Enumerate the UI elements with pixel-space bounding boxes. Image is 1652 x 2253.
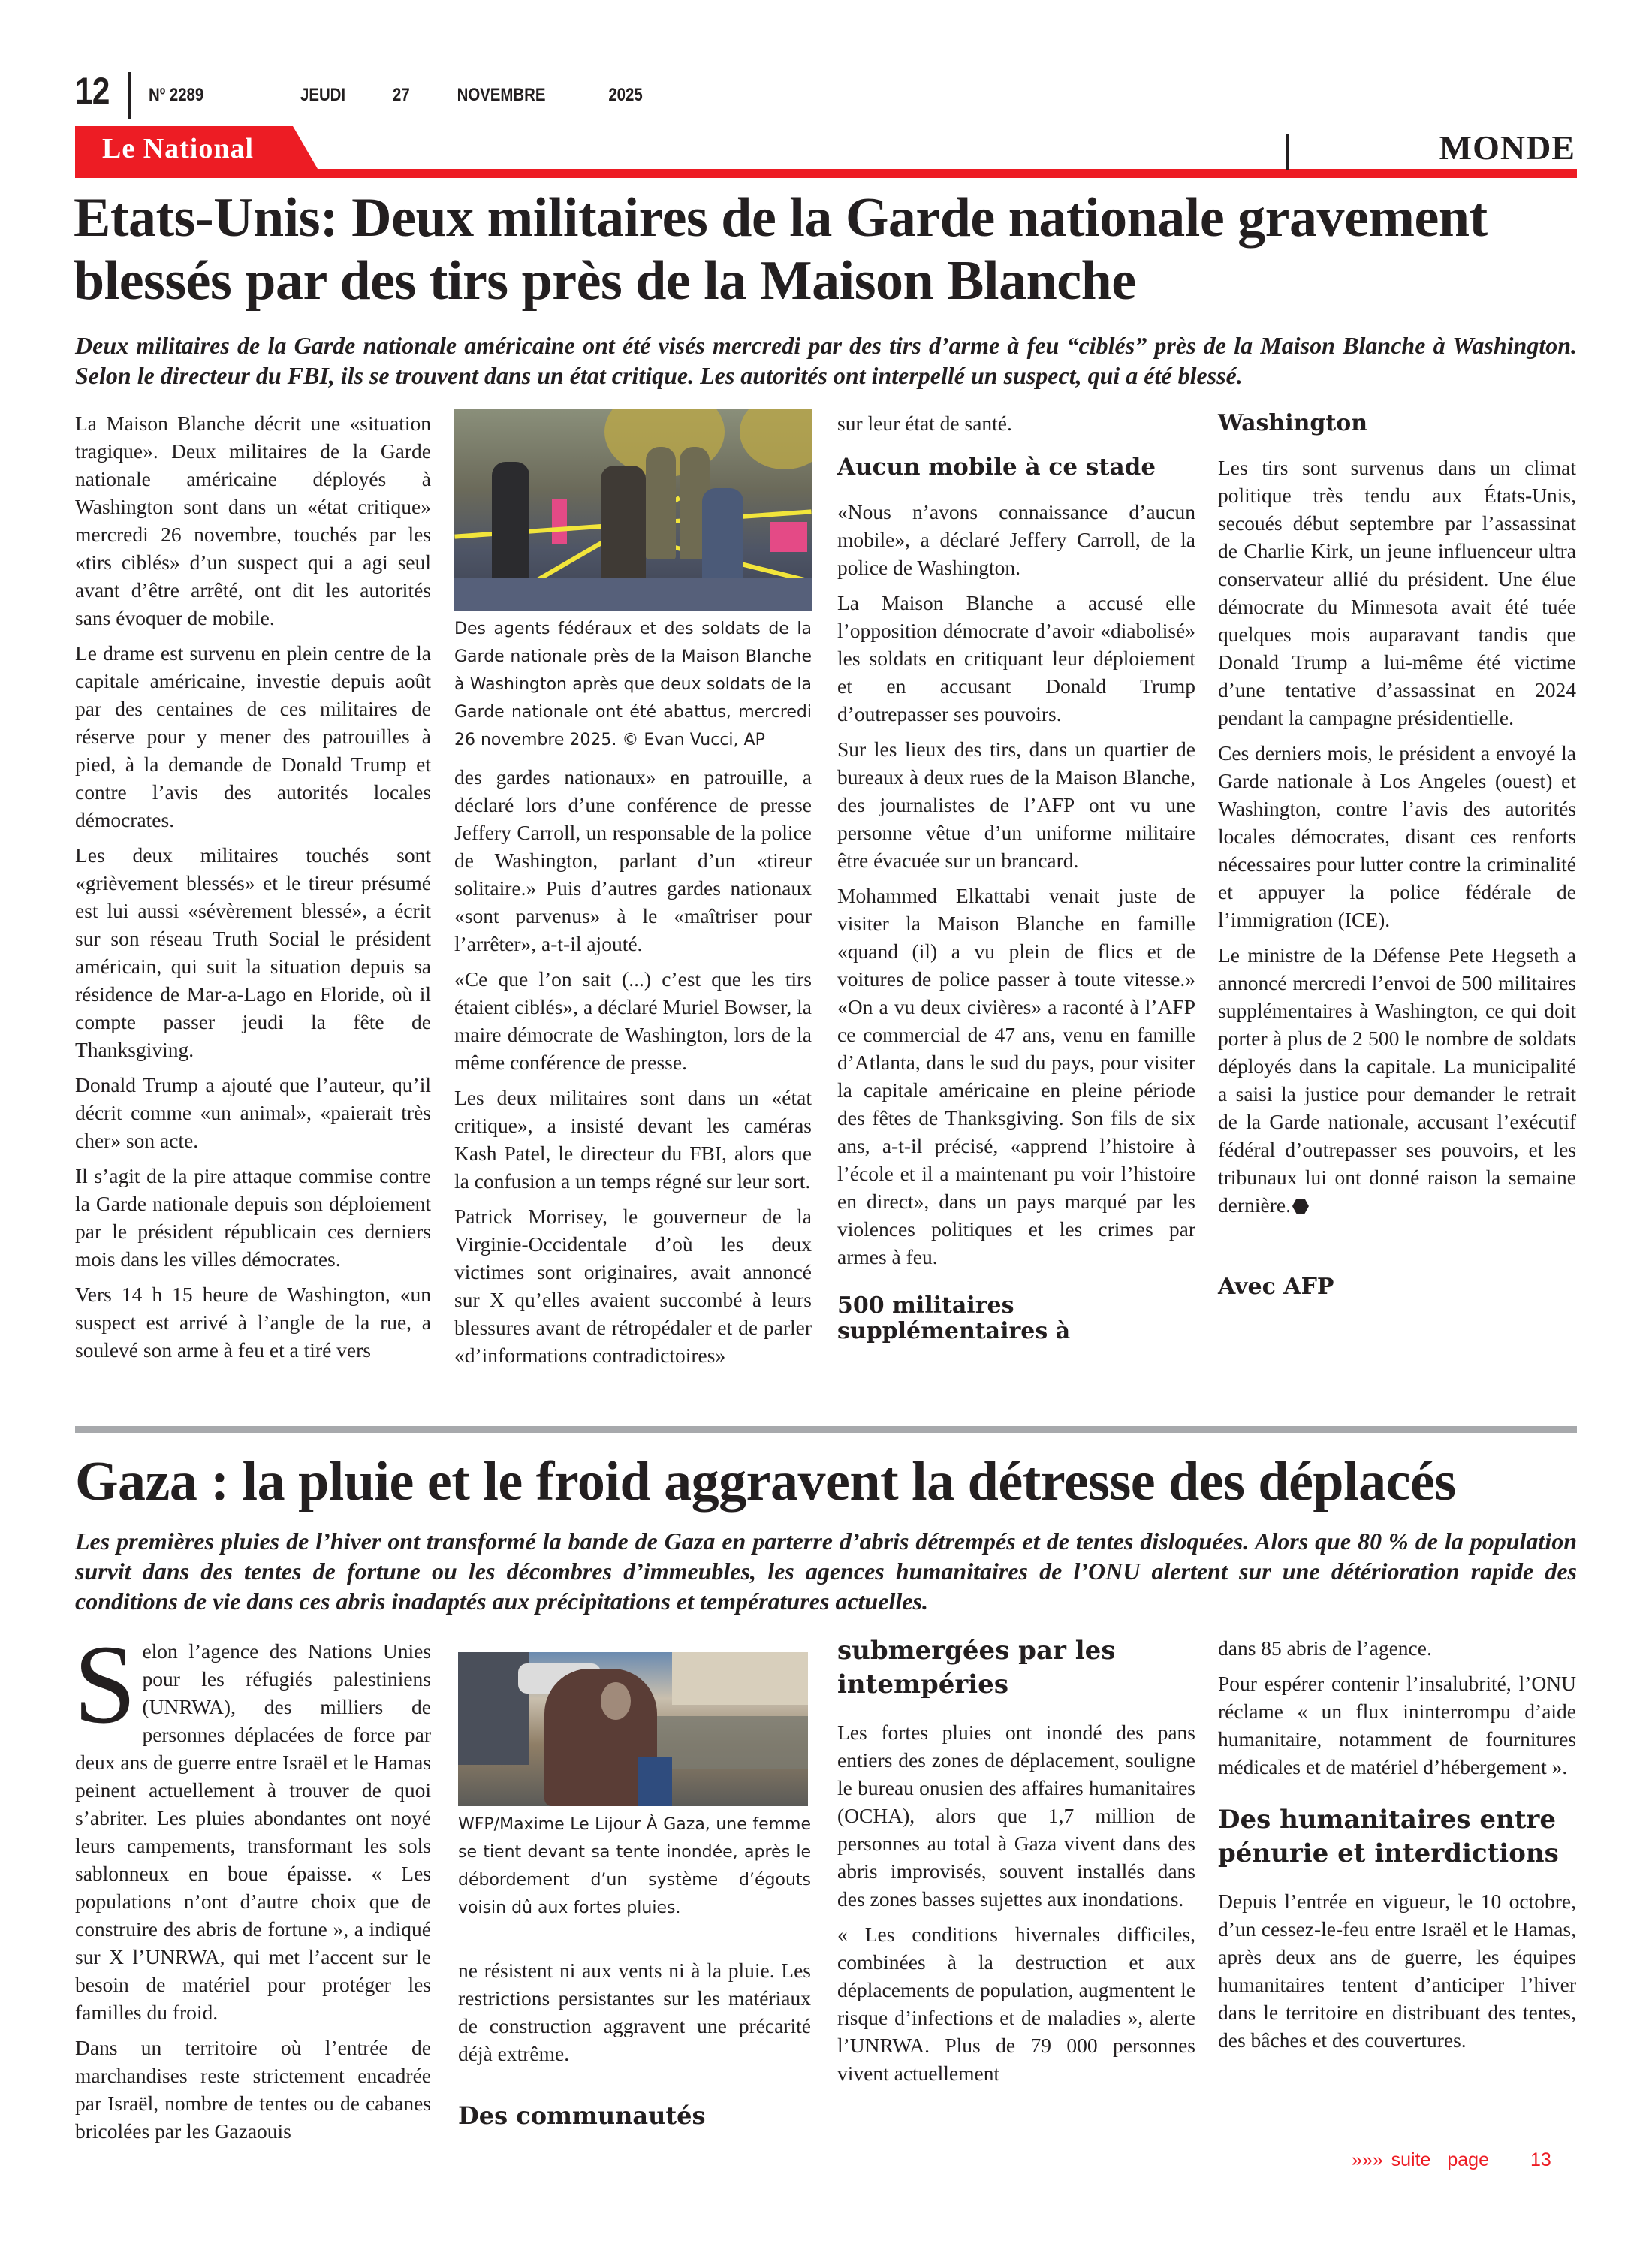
article2-column-2 (458, 1652, 811, 2146)
paragraph: dans 85 abris de l’agence. (1218, 1636, 1432, 1660)
article2-photo-caption: WFP/Maxime Le Lijour À Gaza, une femme se tient devant sa tente inondée, après le débordement d’un système d’égouts voisin dû aux fortes pluies. (458, 1815, 811, 1917)
paragraph: Sur les lieux des tirs, dans un quartier de bureaux à deux rues de la Maison Blanche, des journalistes de l’AFP ont vu une personne vêtue d’un uniforme militaire être évacuée sur un brancard. (837, 737, 1195, 872)
article1-column-2 (454, 409, 812, 1377)
issue-date: JEUDI 27 NOVEMBRE 2025 (300, 85, 643, 105)
paragraph: Dans un territoire où l’entrée de marchandises reste strictement encadrée par Israël, nombre de tentes ou de cabanes bricolées par les Gazaouis (75, 2036, 431, 2143)
article2-subhead-communautes-continued: submergées par les intempéries (837, 1636, 1116, 1700)
paragraph: « Les conditions hivernales difficiles, combinées à la destruction et aux déplacements de population, augmentent le risque d’infections et de maladies », alerte l’UNRWA. Plus de 79 000 personnes vivent actuellement (837, 1923, 1195, 2085)
article1-subhead-500: 500 militaires supplémentaires à (837, 1292, 1071, 1344)
paragraph-text: Le ministre de la Défense Pete Hegseth a annoncé mercredi l’envoi de 500 militaires supplémentaires à Washington, ce qui doit porter à plus de 2 500 le nombre de soldats déployés dans la capitale. La municipalité a saisi la justice pour demander le retrait de la Garde nationale, accusant l’exécutif fédéral d’outrepasser ses pouvoirs, et les tribunaux lui ont donné raison la semaine dernière. (1218, 943, 1576, 1217)
article1-column-4 (1218, 409, 1576, 1317)
article1-headline: Etats-Unis: Deux militaires de la Garde nationale gravement blessés par des tirs près de la Maison Blanche (74, 187, 1488, 312)
article1-subhead-mobile: Aucun mobile à ce stade (837, 454, 1156, 481)
paragraph-text: elon l’agence des Nations Unies pour les réfugiés palestiniens (UNRWA), des milliers de personnes déplacées de force par deux ans de guerre entre Israël et le Hamas peinent actuellement à trouver de quoi s’abriter. Les pluies abondantes ont noyé leurs campements, transformant les sols sablonneux en boue épaisse. « Les populations n’ont d’autre choix que de construire des abris de fortune », a indiqué sur X l’UNRWA, qui met l’accent sur le besoin de matériel pour protéger les familles du froid. (75, 1639, 431, 2024)
article2-column-4 (1218, 1634, 1576, 2061)
paragraph: Les tirs sont survenus dans un climat politique très tendu aux États-Unis, secoués début septembre par l’assassinat de Charlie Kirk, un jeune influenceur ultra conservateur allié du président. Une élue démocrate du Minnesota avait été tuée quelques mois auparavant tandis que Donald Trump a lui-même été victime d’une tentative d’assassinat en 2024 pendant la campagne présidentielle. (1218, 456, 1576, 729)
paragraph: La Maison Blanche décrit une «situation tragique». Deux militaires de la Garde nationale américaine déployés à Washington sont dans un «état critique» mercredi 26 novembre, touchés par les «tirs ciblés» d’un suspect qui a agi seul avant d’être arrêté, ont dit les autorités sans évoquer de mobile. (75, 412, 431, 629)
article2-subhead-communautes: Des communautés (458, 2101, 706, 2130)
article2-column-3 (837, 1634, 1195, 2095)
article1-photo-caption: Des agents fédéraux et des soldats de la Garde nationale près de la Maison Blanche à Washington après que deux soldats de la Garde nationale ont été abattus, mercredi 26 novembre 2025. © Evan Vucci, AP (454, 620, 812, 749)
paragraph: des gardes nationaux» en patrouille, a déclaré lors d’une conférence de presse Jeffery Carroll, un responsable de la police de Washington, parlant d’un «tireur solitaire.» Puis d’autres gardes nationaux «sont parvenus» à le «maîtriser pour l’arrêter», a-t-il ajouté. (454, 765, 812, 955)
paragraph: Les fortes pluies ont inondé des pans entiers des zones de déplacement, souligne le bureau onusien des affaires humanitaires (OCHA), alors que 1,7 million de personnes au total à Gaza vivent dans des abris improvisés, souvent installés dans des zones basses sujettes aux inondations. (837, 1721, 1195, 1911)
paragraph: Les deux militaires touchés sont «grièvement blessés» et le tireur présumé est lui aussi «sévèrement blessé», a écrit sur son réseau Truth Social le président américain, qui suit la situation depuis sa résidence de Mar-a-Lago en Floride, où il compte passer jeudi la fête de Thanksgiving. (75, 843, 431, 1061)
paragraph: Mohammed Elkattabi venait juste de visiter la Maison Blanche en famille «quand (il) a vu plein de flics et de voitures de police passer à toute vitesse.» «On a vu deux civières» a raconté à l’AFP ce commercial de 47 ans, venu en famille d’Atlanta, dans le sud du pays, pour visiter la capitale américaine en pleine période des fêtes de Thanksgiving. Son fils de six ans, a-t-il précisé, «apprend l’histoire à l’école et il a maintenant pu voir l’histoire en direct», dans un pays marqué par les violences politiques et les crimes par armes à feu. (837, 884, 1195, 1268)
article1-deck: Deux militaires de la Garde nationale américaine ont été visés mercredi par des tirs d’arme à feu “ciblés” près de la Maison Blanche à Washington. Selon le directeur du FBI, ils se trouvent dans un état critique. Les autorités ont interpellé un suspect, qui a été blessé. (75, 332, 1577, 389)
paragraph: «Ce que l’on sait (...) c’est que les tirs étaient ciblés», a déclaré Muriel Bowser, la maire démocrate de Washington, lors de la même conférence de presse. (454, 967, 812, 1074)
page-number: 12 (75, 70, 110, 112)
article2-photo (458, 1652, 808, 1806)
article2-deck: Les premières pluies de l’hiver ont transformé la bande de Gaza en parterre d’abris détrempés et de tentes disloquées. Alors que 80 % de la population survit dans des tentes de fortune ou les décombres d’immeubles, les agences humanitaires de l’ONU alertent sur une détérioration rapide des conditions de vie dans ces abris inadaptés aux précipitations et températures actuelles. (75, 1528, 1577, 1615)
paragraph: Vers 14 h 15 heure de Washington, «un suspect est arrivé à l’angle de la rue, a soulevé son arme à feu et a tiré vers (75, 1283, 431, 1362)
paragraph: La Maison Blanche a accusé elle l’opposition démocrate d’avoir «diabolisé» les soldats en critiquant leur déploiement et en accusant Donald Trump d’outrepasser ses pouvoirs. (837, 591, 1195, 725)
continued-page-number[interactable]: 13 (1530, 2149, 1551, 2170)
paragraph: Le drame est survenu en plein centre de la capitale américaine, investie depuis août par des centaines de ces militaires de réserve pour y mener des patrouilles à pied, à la demande de Donald Trump et contre l’avis des autorités locales démocrates. (75, 641, 431, 831)
hexagon-end-icon (1292, 1199, 1309, 1214)
paragraph: Patrick Morrisey, le gouverneur de la Virginie-Occidentale d’où les deux victimes sont originaires, avait annoncé sur X qu’elles avaient succombé à leurs blessures avant de rétropédaler et de parler «d’informations contradictoires» (454, 1205, 812, 1367)
article1-column-1 (75, 409, 431, 1371)
article1-photo (454, 409, 812, 611)
paragraph: Pour espérer contenir l’insalubrité, l’ONU réclame « un flux ininterrompu d’aide humanitaire, notamment de fournitures médicales et de matériel d’hébergement ». (1218, 1672, 1576, 1778)
paragraph: Donald Trump a ajouté que l’auteur, qu’il décrit comme «un animal», «paierait très cher» son acte. (75, 1073, 431, 1152)
paragraph (1218, 941, 1576, 1219)
newspaper-brand: Le National (102, 133, 255, 164)
article1-column-3 (837, 409, 1195, 1361)
paragraph: «Nous n’avons connaissance d’aucun mobile», a déclaré Jeffery Carroll, de la police de Washington. (837, 500, 1195, 579)
dropcap: S (74, 1622, 137, 1747)
article-divider (75, 1426, 1577, 1433)
article1-subhead-500-continued: Washington (1218, 410, 1368, 436)
article2-column-1 (74, 1622, 431, 2152)
paragraph: Il s’agit de la pire attaque commise contre la Garde nationale depuis son déploiement par le président républicain ces derniers mois dans les villes démocrates. (75, 1164, 431, 1271)
paragraph: Depuis l’entrée en vigueur, le 10 octobre, d’un cessez-le-feu entre Israël et le Hamas, après deux ans de guerre, les équipes humanitaires tentent d’anticiper l’hiver dans le territoire en distribuant des tentes, des bâches et des couvertures. (1218, 1890, 1576, 2052)
paragraph: ne résistent ni aux vents ni à la pluie. Les restrictions persistantes sur les matériaux de construction aggravent une précarité déjà extrême. (458, 1959, 811, 2065)
continued-link[interactable]: »»» suite page (1352, 2149, 1489, 2170)
article2-headline: Gaza : la pluie et le froid aggravent la détresse des déplacés (75, 1451, 1456, 1513)
section-divider (1286, 134, 1289, 170)
article2-subhead-humanitaires: Des humanitaires entre pénurie et interdictions (1218, 1805, 1559, 1868)
paragraph (74, 1622, 431, 2026)
article1-credit: Avec AFP (1218, 1274, 1334, 1300)
issue-number: Nº 2289 (149, 85, 204, 105)
section-name: MONDE (1439, 128, 1575, 167)
paragraph: Les deux militaires sont dans un «état critique», a insisté devant les caméras Kash Patel, le directeur du FBI, alors que la confusion a un temps régné sur leur sort. (454, 1086, 812, 1193)
paragraph: sur leur état de santé. (837, 412, 1012, 435)
header-divider (128, 72, 131, 119)
paragraph: Ces derniers mois, le président a envoyé la Garde nationale à Los Angeles (ouest) et Washington, contre l’avis des autorités locales démocrates, disant ces renforts nécessaires pour lutter contre la criminalité et appuyer la police fédérale de l’immigration (ICE). (1218, 741, 1576, 931)
